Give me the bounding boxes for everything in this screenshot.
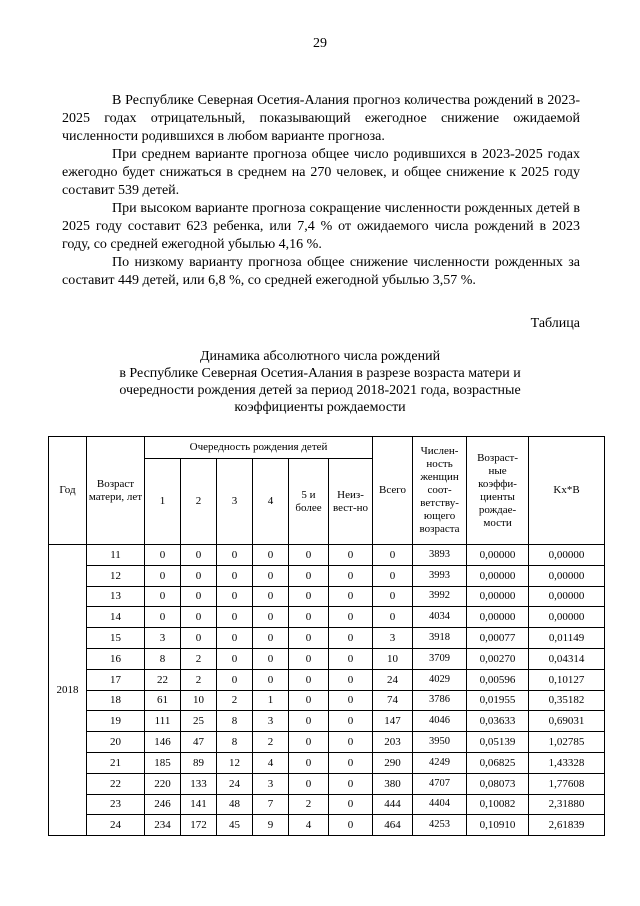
cell-order-4: 4 <box>253 752 289 773</box>
cell-order-3: 0 <box>217 565 253 586</box>
table-row <box>49 607 605 628</box>
cell-order-4: 0 <box>253 628 289 649</box>
cell-order-5plus: 0 <box>289 690 329 711</box>
table-row <box>49 711 605 732</box>
cell-order-3: 12 <box>217 752 253 773</box>
cell-mother-age: 19 <box>87 711 145 732</box>
cell-unknown: 0 <box>329 690 373 711</box>
cell-mother-age: 23 <box>87 794 145 815</box>
cell-women-count: 4404 <box>413 794 467 815</box>
table-row <box>49 669 605 690</box>
cell-order-2: 89 <box>181 752 217 773</box>
cell-women-count: 4034 <box>413 607 467 628</box>
cell-order-1: 146 <box>145 732 181 753</box>
cell-age-coef: 0,00000 <box>467 565 529 586</box>
cell-kx-b: 0,01149 <box>529 628 605 649</box>
cell-order-3: 8 <box>217 732 253 753</box>
cell-total: 24 <box>373 669 413 690</box>
cell-unknown: 0 <box>329 586 373 607</box>
table-title-line: Динамика абсолютного числа рождений <box>199 349 441 364</box>
cell-order-1: 111 <box>145 711 181 732</box>
cell-age-coef: 0,00270 <box>467 648 529 669</box>
table-row <box>49 545 605 566</box>
cell-order-3: 8 <box>217 711 253 732</box>
cell-order-5plus: 0 <box>289 607 329 628</box>
cell-order-3: 24 <box>217 773 253 794</box>
cell-unknown: 0 <box>329 732 373 753</box>
cell-total: 0 <box>373 586 413 607</box>
cell-total: 380 <box>373 773 413 794</box>
cell-kx-b: 0,04314 <box>529 648 605 669</box>
cell-order-5plus: 0 <box>289 752 329 773</box>
cell-order-4: 0 <box>253 586 289 607</box>
header-women-count: Числен-ность женщин соот-ветству-ющего возраста <box>413 437 467 545</box>
body-text <box>62 92 580 290</box>
cell-order-3: 0 <box>217 545 253 566</box>
table-row <box>49 586 605 607</box>
cell-order-3: 0 <box>217 669 253 690</box>
cell-order-2: 0 <box>181 545 217 566</box>
table-row <box>49 815 605 836</box>
page-number: 29 <box>313 36 327 51</box>
header-order-3: 3 <box>217 459 253 545</box>
cell-order-3: 2 <box>217 690 253 711</box>
cell-order-3: 0 <box>217 628 253 649</box>
cell-order-1: 22 <box>145 669 181 690</box>
cell-women-count: 3786 <box>413 690 467 711</box>
cell-order-1: 0 <box>145 586 181 607</box>
cell-total: 203 <box>373 732 413 753</box>
cell-women-count: 3992 <box>413 586 467 607</box>
header-kx-b: Kx*B <box>529 437 605 545</box>
cell-kx-b: 0,00000 <box>529 607 605 628</box>
header-order-2: 2 <box>181 459 217 545</box>
cell-unknown: 0 <box>329 752 373 773</box>
cell-order-2: 47 <box>181 732 217 753</box>
cell-women-count: 4249 <box>413 752 467 773</box>
cell-unknown: 0 <box>329 815 373 836</box>
cell-mother-age: 15 <box>87 628 145 649</box>
cell-mother-age: 18 <box>87 690 145 711</box>
table-label: Таблица <box>530 316 580 331</box>
cell-age-coef: 0,00077 <box>467 628 529 649</box>
births-table <box>48 436 605 836</box>
cell-unknown: 0 <box>329 794 373 815</box>
table-row <box>49 565 605 586</box>
cell-total: 74 <box>373 690 413 711</box>
cell-order-2: 0 <box>181 628 217 649</box>
year-cell: 2018 <box>49 545 87 836</box>
cell-age-coef: 0,03633 <box>467 711 529 732</box>
header-birth-order: Очередность рождения детей <box>145 437 373 459</box>
cell-order-4: 0 <box>253 669 289 690</box>
cell-order-4: 0 <box>253 607 289 628</box>
cell-kx-b: 1,02785 <box>529 732 605 753</box>
header-year: Год <box>49 437 87 545</box>
cell-order-4: 3 <box>253 711 289 732</box>
cell-order-5plus: 0 <box>289 586 329 607</box>
cell-unknown: 0 <box>329 628 373 649</box>
cell-women-count: 4046 <box>413 711 467 732</box>
cell-mother-age: 17 <box>87 669 145 690</box>
cell-mother-age: 11 <box>87 545 145 566</box>
cell-age-coef: 0,00000 <box>467 586 529 607</box>
cell-mother-age: 14 <box>87 607 145 628</box>
cell-order-2: 25 <box>181 711 217 732</box>
cell-women-count: 4029 <box>413 669 467 690</box>
cell-order-4: 2 <box>253 732 289 753</box>
cell-mother-age: 21 <box>87 752 145 773</box>
paragraph-1: В Республике Северная Осетия-Алания прогноз количества рождений в 2023-2025 годах отрицательный, показывающий ежегодное снижение ожидаемой численности родившихся в любом варианте прогноза. <box>62 93 580 144</box>
header-mother-age: Возраст матери, лет <box>87 437 145 545</box>
cell-order-1: 234 <box>145 815 181 836</box>
cell-order-5plus: 2 <box>289 794 329 815</box>
cell-total: 3 <box>373 628 413 649</box>
paragraph-2: При среднем варианте прогноза общее число родившихся в 2023-2025 годах ежегодно будет снижаться в среднем на 270 человек, и общее снижение к 2025 году составит 539 детей. <box>62 147 580 198</box>
table-row <box>49 752 605 773</box>
table-title-line: очередности рождения детей за период 2018-2021 года, возрастные <box>119 383 521 398</box>
table-row <box>49 648 605 669</box>
cell-total: 0 <box>373 545 413 566</box>
cell-order-1: 0 <box>145 545 181 566</box>
cell-order-4: 1 <box>253 690 289 711</box>
paragraph-4: По низкому варианту прогноза общее снижение численности рожденных за составит 449 детей, или 6,8 %, со средней ежегодной убылью 3,57 %. <box>62 255 580 288</box>
cell-order-5plus: 0 <box>289 773 329 794</box>
cell-total: 10 <box>373 648 413 669</box>
cell-order-3: 0 <box>217 586 253 607</box>
cell-unknown: 0 <box>329 648 373 669</box>
header-order-5plus: 5 и более <box>289 459 329 545</box>
cell-age-coef: 0,08073 <box>467 773 529 794</box>
header-total: Всего <box>373 437 413 545</box>
cell-order-4: 0 <box>253 565 289 586</box>
table-row <box>49 690 605 711</box>
cell-mother-age: 20 <box>87 732 145 753</box>
cell-order-4: 0 <box>253 648 289 669</box>
cell-kx-b: 2,61839 <box>529 815 605 836</box>
cell-age-coef: 0,01955 <box>467 690 529 711</box>
cell-order-3: 0 <box>217 648 253 669</box>
header-age-coef: Возраст-ные коэффи-циенты рождае-мости <box>467 437 529 545</box>
table-body <box>49 545 605 836</box>
cell-kx-b: 0,00000 <box>529 586 605 607</box>
cell-order-3: 45 <box>217 815 253 836</box>
cell-age-coef: 0,00000 <box>467 607 529 628</box>
cell-order-4: 3 <box>253 773 289 794</box>
cell-kx-b: 0,69031 <box>529 711 605 732</box>
cell-age-coef: 0,05139 <box>467 732 529 753</box>
cell-order-2: 0 <box>181 565 217 586</box>
cell-order-5plus: 0 <box>289 711 329 732</box>
cell-order-5plus: 0 <box>289 545 329 566</box>
cell-order-1: 8 <box>145 648 181 669</box>
cell-mother-age: 13 <box>87 586 145 607</box>
cell-order-5plus: 4 <box>289 815 329 836</box>
table-row <box>49 794 605 815</box>
cell-women-count: 3893 <box>413 545 467 566</box>
cell-order-5plus: 0 <box>289 669 329 690</box>
cell-kx-b: 0,00000 <box>529 545 605 566</box>
cell-order-2: 141 <box>181 794 217 815</box>
cell-total: 290 <box>373 752 413 773</box>
cell-order-1: 61 <box>145 690 181 711</box>
cell-order-3: 0 <box>217 607 253 628</box>
cell-kx-b: 1,43328 <box>529 752 605 773</box>
cell-order-4: 7 <box>253 794 289 815</box>
cell-order-2: 10 <box>181 690 217 711</box>
cell-women-count: 4253 <box>413 815 467 836</box>
header-order-1: 1 <box>145 459 181 545</box>
cell-order-1: 0 <box>145 607 181 628</box>
table-row <box>49 628 605 649</box>
cell-order-5plus: 0 <box>289 565 329 586</box>
cell-order-4: 0 <box>253 545 289 566</box>
cell-order-1: 0 <box>145 565 181 586</box>
cell-kx-b: 1,77608 <box>529 773 605 794</box>
cell-unknown: 0 <box>329 773 373 794</box>
cell-order-2: 2 <box>181 648 217 669</box>
cell-women-count: 3950 <box>413 732 467 753</box>
cell-kx-b: 2,31880 <box>529 794 605 815</box>
cell-order-5plus: 0 <box>289 628 329 649</box>
cell-kx-b: 0,10127 <box>529 669 605 690</box>
table-title-line: в Республике Северная Осетия-Алания в разрезе возраста матери и <box>119 366 521 381</box>
cell-age-coef: 0,10082 <box>467 794 529 815</box>
table-row <box>49 732 605 753</box>
cell-order-1: 220 <box>145 773 181 794</box>
header-unknown: Неиз-вест-но <box>329 459 373 545</box>
cell-order-2: 2 <box>181 669 217 690</box>
cell-unknown: 0 <box>329 607 373 628</box>
cell-unknown: 0 <box>329 565 373 586</box>
header-order-4: 4 <box>253 459 289 545</box>
cell-mother-age: 24 <box>87 815 145 836</box>
cell-total: 0 <box>373 565 413 586</box>
cell-unknown: 0 <box>329 669 373 690</box>
table-row <box>49 773 605 794</box>
cell-age-coef: 0,00596 <box>467 669 529 690</box>
cell-order-1: 3 <box>145 628 181 649</box>
cell-order-5plus: 0 <box>289 648 329 669</box>
table-title <box>100 348 540 416</box>
cell-age-coef: 0,06825 <box>467 752 529 773</box>
paragraph-3: При высоком варианте прогноза сокращение численности рожденных детей в 2025 году составит 623 ребенка, или 7,4 % от ожидаемого числа рождений в 2023 году, со средней ежегодной убылью 4,16 %. <box>62 201 580 252</box>
cell-order-2: 172 <box>181 815 217 836</box>
cell-mother-age: 22 <box>87 773 145 794</box>
cell-order-3: 48 <box>217 794 253 815</box>
cell-age-coef: 0,00000 <box>467 545 529 566</box>
cell-order-4: 9 <box>253 815 289 836</box>
cell-order-2: 0 <box>181 586 217 607</box>
cell-kx-b: 0,35182 <box>529 690 605 711</box>
cell-women-count: 3918 <box>413 628 467 649</box>
cell-total: 0 <box>373 607 413 628</box>
cell-women-count: 4707 <box>413 773 467 794</box>
cell-order-2: 133 <box>181 773 217 794</box>
cell-mother-age: 16 <box>87 648 145 669</box>
cell-age-coef: 0,10910 <box>467 815 529 836</box>
table-title-line: коэффициенты рождаемости <box>234 400 406 415</box>
cell-women-count: 3709 <box>413 648 467 669</box>
cell-unknown: 0 <box>329 545 373 566</box>
cell-order-5plus: 0 <box>289 732 329 753</box>
cell-total: 444 <box>373 794 413 815</box>
cell-total: 147 <box>373 711 413 732</box>
cell-kx-b: 0,00000 <box>529 565 605 586</box>
cell-mother-age: 12 <box>87 565 145 586</box>
cell-order-2: 0 <box>181 607 217 628</box>
cell-women-count: 3993 <box>413 565 467 586</box>
cell-order-1: 246 <box>145 794 181 815</box>
cell-order-1: 185 <box>145 752 181 773</box>
cell-unknown: 0 <box>329 711 373 732</box>
cell-total: 464 <box>373 815 413 836</box>
